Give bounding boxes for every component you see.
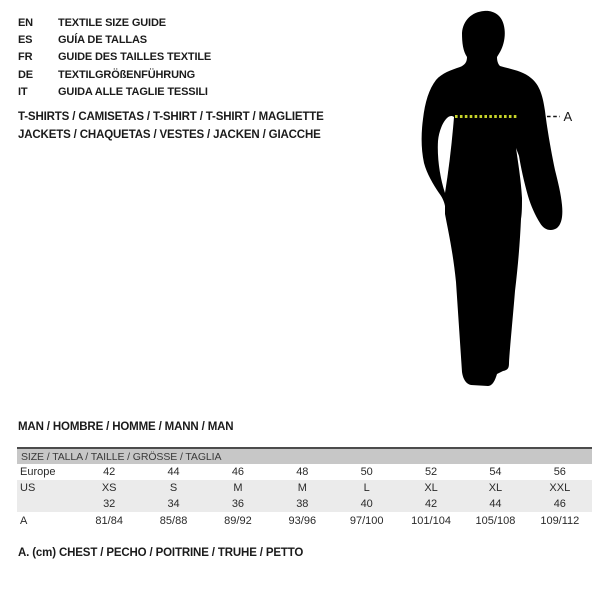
measurement-footnote: A. (cm) CHEST / PECHO / POITRINE / TRUHE / PETTO — [18, 547, 304, 559]
size-value: 54 — [489, 466, 502, 478]
product-categories — [18, 108, 324, 144]
language-list — [18, 15, 211, 101]
size-value: 105/108 — [475, 514, 516, 527]
man-silhouette — [422, 11, 563, 386]
size-value: 42 — [103, 466, 116, 478]
language-row-en — [18, 15, 211, 32]
table-row-us — [17, 480, 592, 496]
size-value: 101/104 — [411, 514, 451, 527]
table-row-chest-cm — [17, 512, 592, 529]
language-title: GUIDE DES TAILLES TEXTILE — [58, 51, 212, 64]
size-value: 85/88 — [159, 514, 188, 527]
size-value: XS — [101, 482, 117, 494]
size-value: M — [297, 482, 307, 494]
product-line-jackets: JACKETS / CHAQUETAS / VESTES / JACKEN / GIACCHE — [18, 129, 321, 141]
language-row-de — [18, 67, 211, 84]
size-value: XL — [424, 482, 438, 494]
size-value: XL — [488, 482, 503, 494]
man-silhouette-graphic — [370, 0, 600, 400]
language-title: GUÍA DE TALLAS — [58, 34, 147, 47]
language-title: GUIDA ALLE TAGLIE TESSILI — [58, 85, 208, 98]
language-code: IT — [18, 85, 28, 98]
size-value: 56 — [553, 466, 566, 478]
size-value: 44 — [489, 498, 502, 510]
table-row-europe — [17, 464, 592, 480]
size-value: 40 — [360, 498, 373, 510]
measure-label-a: A — [563, 109, 573, 124]
size-table — [17, 447, 592, 529]
size-value: 34 — [167, 498, 180, 510]
size-value: 44 — [167, 466, 180, 478]
size-table-header: SIZE / TALLA / TAILLE / GRÖSSE / TAGLIA — [17, 449, 592, 464]
size-value: 89/92 — [224, 514, 252, 527]
size-value: 46 — [231, 466, 245, 478]
size-value: 97/100 — [349, 514, 384, 527]
size-value: L — [363, 482, 370, 494]
language-row-it — [18, 84, 211, 101]
size-value: XXL — [549, 482, 571, 494]
product-line-tshirts: T-SHIRTS / CAMISETAS / T-SHIRT / T-SHIRT / MAGLIETTE — [18, 111, 324, 123]
size-value: 46 — [553, 498, 566, 510]
row-label: Europe — [20, 466, 56, 478]
size-value: 81/84 — [95, 514, 123, 527]
table-row-numeric — [17, 496, 592, 512]
language-code: ES — [18, 34, 33, 47]
size-value: 93/96 — [288, 514, 317, 527]
size-value: S — [169, 482, 178, 494]
language-code: FR — [18, 51, 33, 64]
size-value: 48 — [296, 466, 309, 478]
size-value: 50 — [360, 466, 373, 478]
row-label: US — [20, 482, 36, 494]
size-value: 52 — [424, 466, 438, 478]
language-title: TEXTILE SIZE GUIDE — [58, 17, 166, 29]
language-row-es — [18, 32, 211, 49]
size-value: 32 — [103, 498, 116, 510]
man-figure — [370, 0, 600, 400]
language-code: DE — [18, 68, 33, 81]
size-value: 38 — [296, 498, 309, 510]
size-value: 42 — [424, 498, 438, 510]
language-row-fr — [18, 49, 211, 66]
size-value: 109/112 — [540, 514, 580, 527]
row-label: A — [20, 514, 28, 527]
size-value: 36 — [231, 498, 245, 510]
language-title: TEXTILGRÖßENFÜHRUNG — [58, 68, 196, 81]
language-code: EN — [18, 17, 33, 29]
section-heading-man: MAN / HOMBRE / HOMME / MANN / MAN — [18, 421, 234, 433]
size-value: M — [233, 482, 243, 494]
